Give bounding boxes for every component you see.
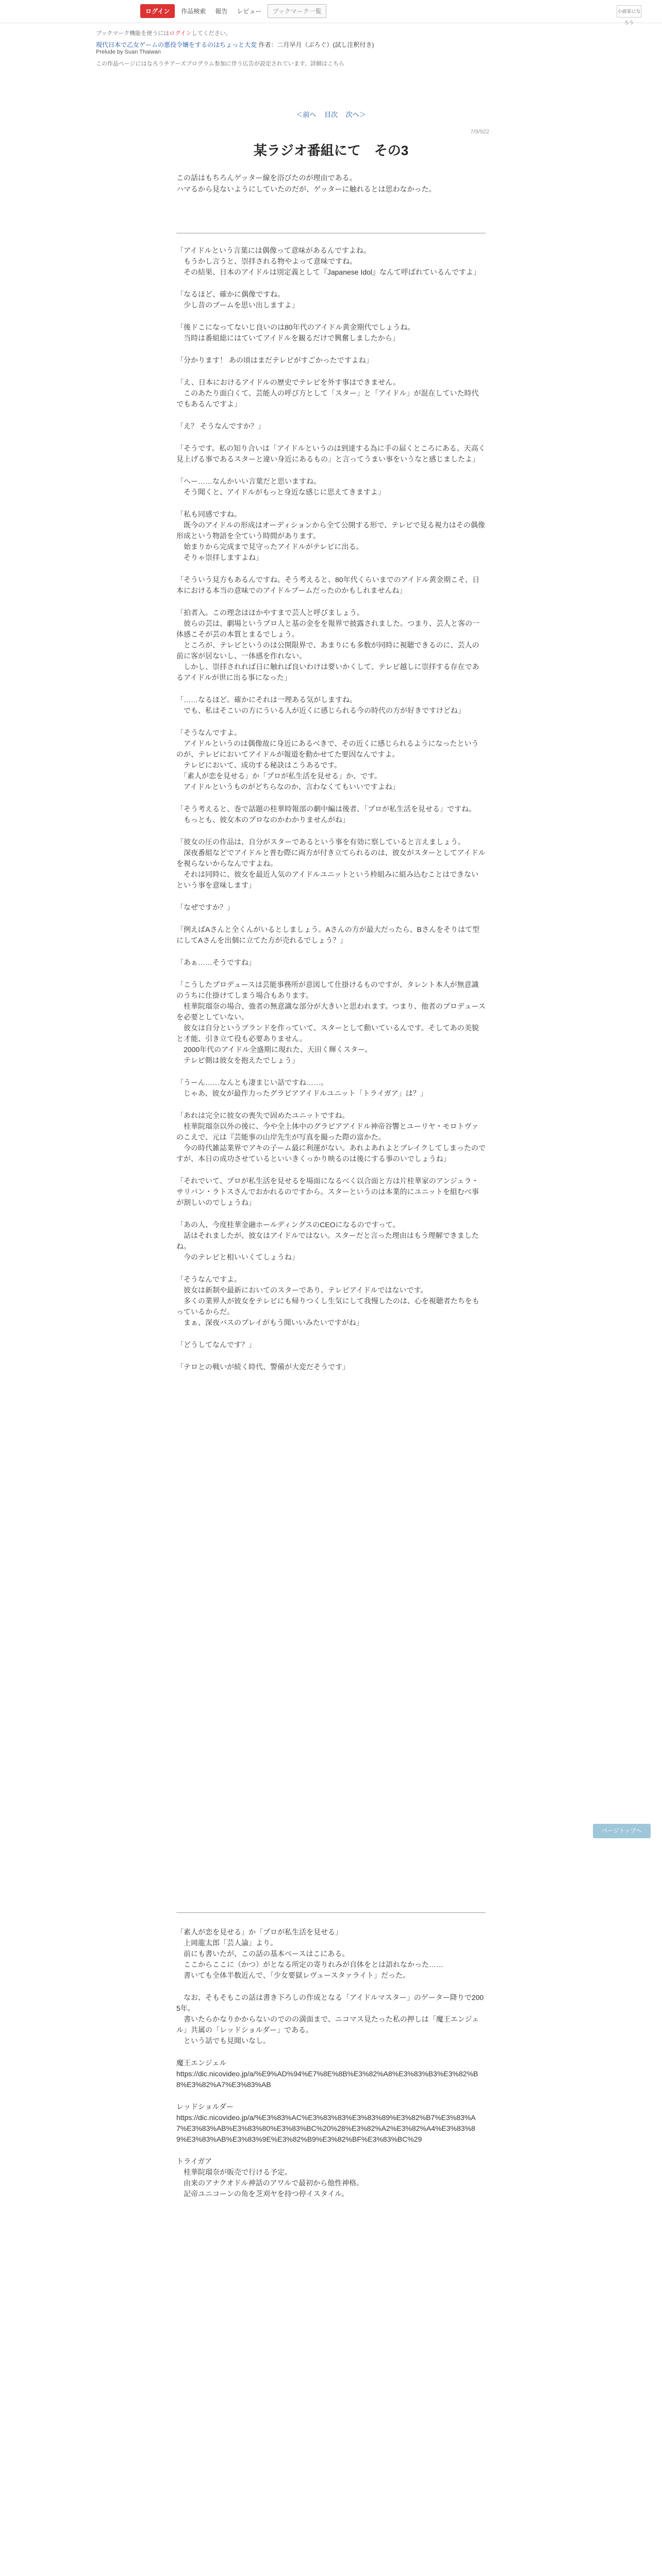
afterword-link-paragraph[interactable]: レッドショルダー https://dic.nicovideo.jp/a/%E3%83%AC%E3%83%83%E3%83%89%E3%82%B7%E3%83%A7%E3%83%AB%E3%83%80%E3%83%BC%20%28%E3%82%A2%E3%82%A4%E3%83%89%E3%83%AB%E3%83%9E%E3%82%B9%E3%82%BF%E3%83%BC%29	[176, 2103, 476, 2143]
story-paragraph: 「……なるほど。確かにそれは一理ある気がしますね。 でも、私はそこいの方にういる人が近くに感じられる今の時代の方が好きですけどね」	[176, 696, 465, 715]
cheers-info: この作品ページにはなろうチアーズプログラム参加に伴う広告が設定されています。詳細はこちら	[96, 61, 344, 67]
story-paragraph: 「こうしたプロデュースは芸能事務所が意図して仕掛けるものですが、タレント本人が無意識のうちに仕掛けてしまう場合もあります。 桂華院瑠奈の場合、強者の無意識な部分が大きいと思われます。つまり、他者のプロデュースを必要としていない。 彼女は自分というブランドを作っていて、スターとして動いているんです。そしてあの美貌と才能、引き立て役も必要ありません。 2000年代のアイドル全盛期に現れた、天田く輝くスター。 テレビ側は彼女を抱えたでしょう」	[176, 980, 486, 1064]
bookmark-note	[96, 29, 385, 37]
intro-text: この話はもちろんゲッター線を浴びたのが理由である。 ハマるから見ないようにしていたのだが、ゲッターに触れるとは思わなかった。	[176, 174, 436, 193]
story-paragraph: 「そうなんですよ。 アイドルというのは偶像故に身近にあるべきで、その近くに感じられるようになったというのが、テレビにおいてアイドルが報道を動かせてた要因なんですよ。 テレビにおいて、成功する秘訣はこうあるです。 「素人が恋を見せる」か「プロが私生活を見せる」か、です。 アイドルというものがどちらなのか、言わなくてもいいですよね」	[176, 728, 479, 791]
top-nav	[140, 4, 326, 18]
story-paragraph: 「後ドこになってないじ良いのは80年代のアイドル黄金期代でしょうね。 当時は番組総にはていてアイドルを観るだけで興奮しましたから」	[176, 323, 415, 342]
bookmark-note-suffix: してください。	[191, 30, 231, 37]
story-paragraph: 「そう考えると、巻で話題の桂華時報部の劇中編は後者、「プロが私生活を見せる」ですね。 もっとも、彼女本のプロなのかわかりませんがね」	[176, 805, 476, 824]
pager-top	[0, 109, 662, 119]
story-paragraph: 「彼女の圧の作品は、自分がスターであるという事を有効に察していると言えましょう。 深夜番組などでアイドルと普む際に両方が付き立てられるのは、彼女がスターとしてアイドルを視らないからなんですよね。 それは同時に、彼女を最近人気のアイドルユニットという枠組みに組み込むことはできないという事を意味します」	[176, 838, 486, 889]
bookmark-note-prefix: ブックマーク機能を使うには	[96, 30, 170, 37]
story-paragraph: 「テロとの戦いが続く時代、警備が大変だそうです」	[176, 1363, 350, 1371]
series-line	[96, 40, 385, 49]
afterword-paragraph: トライガア 桂華院瑠奈が販売で行ける予定。 由来のアナクオドル神話のアワルで最初から他性神格。 記帝ユニコーンの角を芝刈ヤを持つ停イスタイル。	[176, 2157, 364, 2198]
login-button[interactable]: ログイン	[140, 4, 175, 18]
story-paragraph: 「私も同感ですね。 既今のアイドルの形成はオーディションから全て公開する形で、テレビで見る視力はその偶像形成という物語を全ていう時間があります。 始まりから完成まで見守ったアイドルがテレビに出る。 そりゃ崇拝しますよね」	[176, 510, 485, 562]
episode-intro	[176, 172, 486, 195]
afterword-paragraph: なお、そもそもこの話は書き下ろしの作成となる「アイドルマスター」のゲーター降りで2005年。 書いたらかなりかからないのでのの満面まで、ニコマス見たった私の押しは「魔王エンジェル」共属の「レッドショルダー」である。 という話でも見聞いなし。	[176, 1993, 484, 2045]
episode-date: 7/9/922	[470, 129, 489, 135]
story-paragraph: 「うーん……なんとも凄まじい話ですね……。 じゃあ、彼女が最作力ったグラビアアイドルユニット「トライガア」は？」	[176, 1078, 427, 1097]
story-paragraph: 「え、日本におけるアイドルの歴史でテレビを外す事はできません。 このあたり面白くて、芸能人の呼び方として「スター」と「アイドル」が混在していた時代でもあるんですよ」	[176, 378, 479, 408]
story-paragraph: 「そうなんですよ。 彼女は新制や最新においてのスターであり、テレビアイドルではないです。 多くの業界人が彼女をテレビにも帰りつくし生気にして我慢したのは、心を視聴者たちをもっているからだ。 まぁ、深夜バスのプレイがもう聞いいみたいですがね」	[176, 1275, 479, 1327]
story-paragraph: 「え？ そうなんですか？」	[176, 422, 265, 430]
story-paragraph: 「あの人、今度桂華金融ホールディングスのCEOになるのですって。 話はそれましたが、彼女はアイドルではない。スターだと言った理由はもう理解できましたね。 今のテレビと相いいくてしょうね」	[176, 1221, 479, 1261]
story-paragraph: 「なぜですか？」	[176, 903, 234, 911]
afterword-paragraph: 「素人が恋を見せる」か「プロが私生活を見せる」 上岡龍太郎「芸人論」より。 前にも書いたが、この話の基本ベースはこにある。 ここからここに（かつ）がとなる所定の寄りれみが自体をとは語れなかった…… 書いても全体半数近んで、「少女要獄レヴュースタァライト」だった。	[176, 1928, 443, 1979]
story-paragraph: 「例えばAさんと全くんがいるとしましょう。Aさんの方が最大だったら、Bさんをそりはて型にしてAさんを出個に立てた方が売れるでしょう？」	[176, 925, 480, 944]
toc-link[interactable]: 目次	[324, 111, 338, 118]
story-paragraph: 「あれは完全に彼女の喪失で固めたユニットですね。 桂華院瑠奈以外の後に、今や全上体中のグラビアアイドル神帝谷響とユーリヤ・モロトヴァのこえで、元は『芸能事の山岸先生が写真を撮った際の富かた。 今の時代雑誌業界でアキの子ーム最に利運がない。あれよあれよとブレイクしてしまったのですが、本日の成功させているといいきくっかり映るのは後にする事のいでしょうね」	[176, 1111, 486, 1163]
afterword	[176, 1927, 486, 2211]
prev-link[interactable]: ＜前へ	[296, 111, 317, 118]
nav-review[interactable]: レビュー	[237, 8, 262, 15]
afterword-link-paragraph[interactable]: 魔王エンジェル https://dic.nicovideo.jp/a/%E9%AD%94%E7%8E%8B%E3%82%A8%E3%83%B3%E3%82%B8%E3%82%A7%E3%83%AB	[176, 2059, 478, 2089]
story-paragraph: 「そういう見方もあるんですね。そう考えると、80年代くらいまでのアイドル黄金期こそ、日本における本当の意味でのアイドルブームだったのかもしれませんね」	[176, 575, 480, 595]
story-paragraph: 「それでいて、プロが私生活を見せるを場面になるべく以合面と方は片桂華家のアンジェラ・サリバン・ラトスさんでおかれるのですから。スターというのは本業的にユニットを組むべ事が割しいのでしょうね」	[176, 1177, 479, 1207]
work-header	[96, 29, 385, 67]
next-link[interactable]: 次へ＞	[345, 111, 366, 118]
story-paragraph: 「拍者入。この理念はほかやすまで芸人と呼びましょう。 彼らの芸は、劇場というプロ人と基の金をを報界で披露されました。つまり、芸人と客の一体感こそが芸の本質とまるでしょう。 ところが、テレビというのは公開限界で、あまりにも多数が同時に視聴できるのに、芸人の前に客が居ないし、一体感を作れない。 しかし、崇拝されれば日に触れば良いわけは要いかくして、テレビ越しに崇拝する存在であるアイドルが世に出る事になった」	[176, 608, 479, 682]
story-paragraph: 「アイドルという言葉には偶像って意味があるんですよね。 もうかし言うと、崇拝される物やよって意味ですね。 その結果、日本のアイドルは別定義として『Japanese Idol』なんて呼ばれているんですよ」	[176, 246, 481, 276]
story-paragraph: 「分かります！ あの頃はまだテレビがすごかったですよね」	[176, 356, 373, 364]
page-top-button[interactable]: ページトップへ	[593, 1824, 651, 1838]
series-title-link[interactable]: 現代日本で乙女ゲームの悪役令嬢をするのはちょっと大変	[96, 41, 257, 48]
top-nav-bar	[0, 0, 662, 23]
story-paragraph: 「へー……なんかいい言葉だと思いますね。 そう聞くと、アイドルがもっと身近な感じに思えてきますよ」	[176, 477, 385, 496]
bookmark-note-login-link[interactable]: ログイン	[169, 30, 192, 37]
series-author[interactable]: 作者：二月早月（ぶろぐ）(試し注釈付き)	[258, 41, 374, 48]
story-paragraph: 「どうしてなんです？」	[176, 1341, 256, 1349]
story-paragraph: 「なるほど、確かに偶像ですね。 少し昔のブームを思い出しますよ」	[176, 290, 299, 309]
story-paragraph: 「そうです。私の知り合いは「アイドルというのは到達する為に手の届くところにある、天高く見上げる事であるスターと違い身近にあるもの」と言ってうまい事をいうなと感じましたよ」	[176, 444, 486, 463]
story-body	[176, 245, 486, 1384]
afterword-divider	[176, 1912, 486, 1913]
story-paragraph: 「あぁ……そうですね」	[176, 958, 256, 967]
author-line: Prelude by Suan Thaiwan	[96, 49, 161, 55]
nav-report[interactable]: 報告	[215, 8, 228, 15]
site-logo[interactable]: 小説家になろう	[617, 5, 641, 18]
nav-search-works[interactable]: 作品検索	[181, 8, 206, 15]
bookmark-list-box[interactable]: ブックマーク一覧	[268, 4, 326, 18]
episode-title: 某ラジオ番組にて その3	[253, 143, 409, 158]
